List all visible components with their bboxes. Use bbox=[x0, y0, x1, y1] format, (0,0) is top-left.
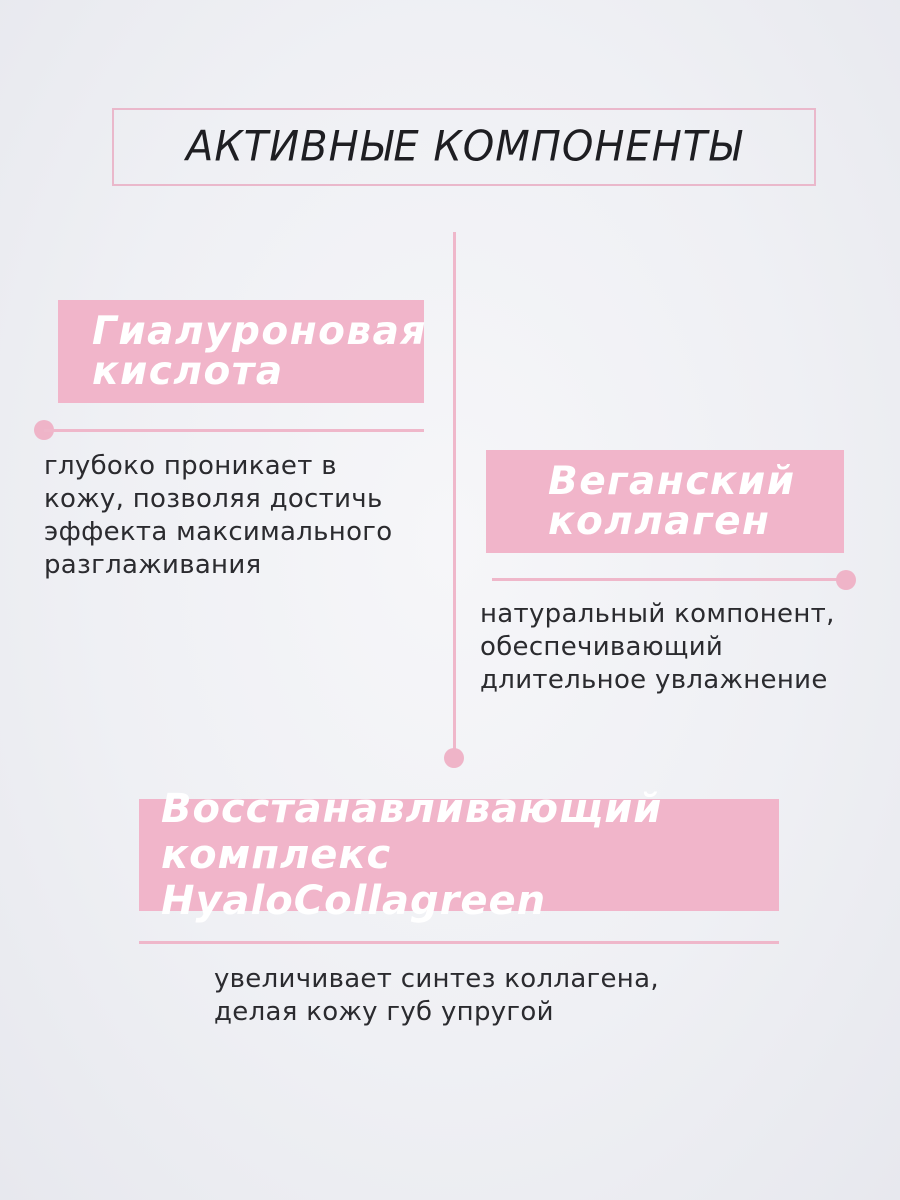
component-hyaluronic-description bbox=[44, 450, 392, 582]
component-complex-description bbox=[214, 963, 659, 1029]
description-line: увеличивает синтез коллагена, bbox=[214, 964, 659, 994]
connector-line bbox=[139, 941, 779, 944]
component-title-line: комплекс HyaloCollagreen bbox=[161, 832, 547, 924]
description-line: эффекта максимального bbox=[44, 517, 393, 547]
description-line: делая кожу губ упругой bbox=[214, 997, 554, 1027]
component-collagen-title bbox=[486, 450, 844, 553]
component-collagen-description bbox=[480, 598, 835, 697]
page-title: АКТИВНЫЕ КОМПОНЕНТЫ bbox=[186, 122, 742, 172]
component-title-line: Веганский bbox=[548, 458, 796, 504]
component-hyaluronic-title bbox=[58, 300, 427, 403]
connector-line bbox=[44, 429, 424, 432]
component-title-line: Восстанавливающий bbox=[161, 786, 663, 832]
component-complex-title bbox=[139, 786, 779, 924]
description-line: кожу, позволяя достичь bbox=[44, 484, 383, 514]
vertical-divider bbox=[453, 232, 456, 758]
description-line: натуральный компонент, bbox=[480, 599, 835, 629]
title-frame bbox=[112, 108, 816, 186]
description-line: длительное увлажнение bbox=[480, 665, 828, 695]
connector-line bbox=[492, 578, 847, 581]
description-line: глубоко проникает в bbox=[44, 451, 337, 481]
description-line: разглаживания bbox=[44, 550, 262, 580]
connector-dot bbox=[836, 570, 856, 590]
divider-dot bbox=[444, 748, 464, 768]
description-line: обеспечивающий bbox=[480, 632, 724, 662]
component-title-line: коллаген bbox=[548, 498, 771, 544]
component-title-line: кислота bbox=[92, 348, 284, 394]
component-title-line: Гиалуроновая bbox=[92, 308, 427, 354]
